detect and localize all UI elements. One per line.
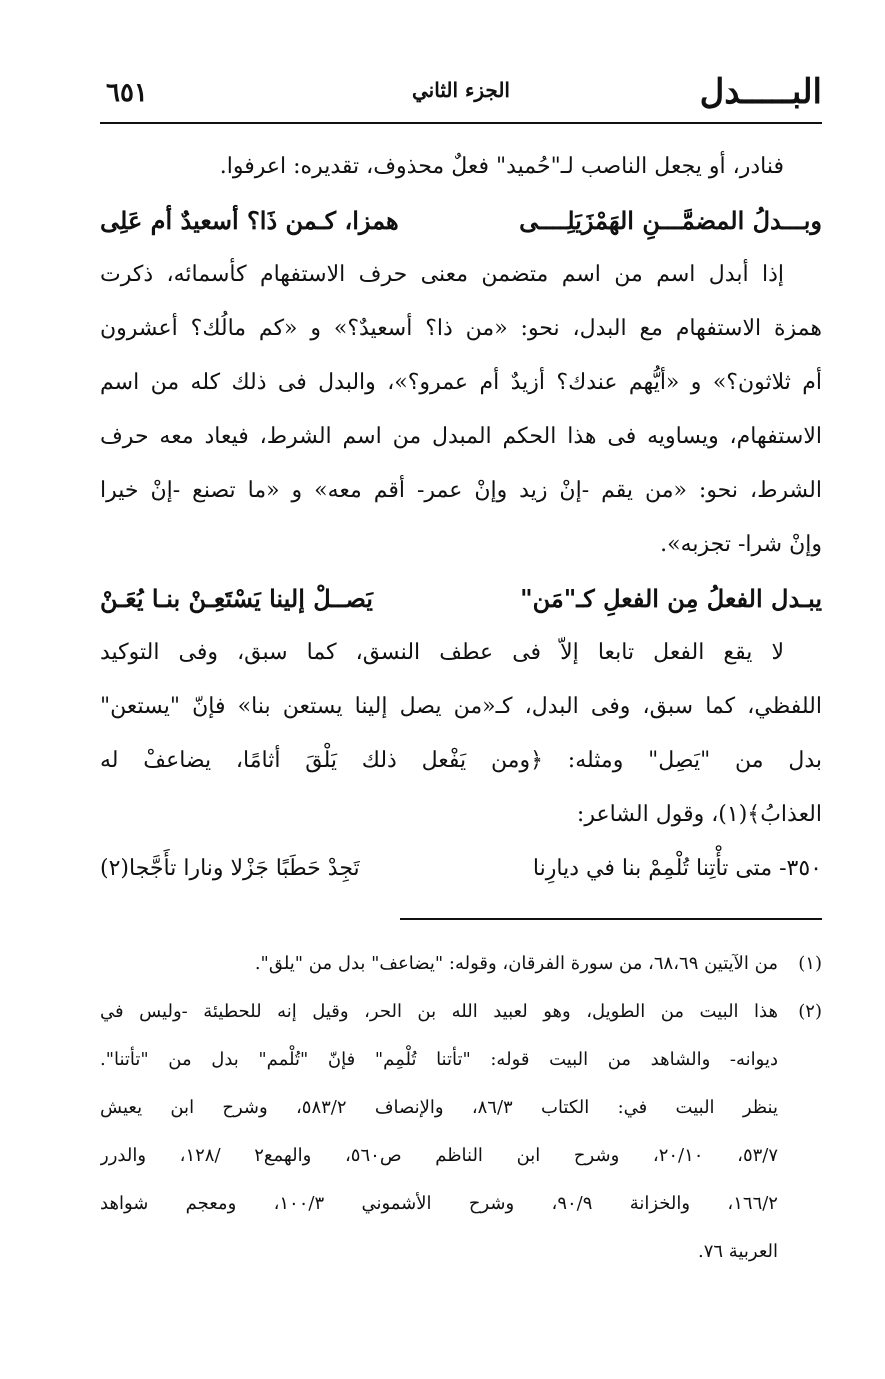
footnote-2 [100,988,822,1276]
text-line: بدل من "يَصِل" ومثله: ﴿ومن يَفْعل ذلك يَلْقَ أثامًا، يضاعفْ له [100,748,822,773]
verse-hemistich-left: همزا، كـمن ذَا؟ أسعيدٌ أم عَلِى [100,206,399,235]
text-line: الاستفهام، ويساويه فى هذا الحكم المبدل من اسم الشرط، فيعاد معه حرف [100,424,822,449]
shahid-hemistich-left: تَجِدْ حَطَبًا جَزْلا ونارا تأَجَّجا(٢) [100,856,360,881]
chapter-title: البـــــدل [699,72,822,112]
footnote-mark: (٢) [798,1001,822,1022]
text-line: همزة الاستفهام مع البدل، نحو: «من ذا؟ أسعيدٌ؟» و «كم مالُك؟ أعشرون [100,316,822,341]
text-line: فنادر، أو يجعل الناصب لـ"حُميد" فعلٌ محذوف، تقديره: اعرفوا. [219,154,784,179]
text-line: الشرط، نحو: «من يقم -إنْ زيد وإنْ عمر- أقم معه» و «ما تصنع -إنْ خيرا [100,478,822,503]
shahid-hemistich-right: متى تأْتِنا تُلْمِمْ بنا في ديارِنا [532,856,773,881]
shahid-right [533,842,822,896]
text-line: وإنْ شرا- تجزبه». [660,532,822,557]
footnote-line: العربية ٧٦. [698,1241,778,1262]
shahid-number: ٣٥٠- [779,856,822,881]
footnote-line: ١٦٦/٢، والخزانة ٩٠/٩، وشرح الأشموني ١٠٠/٣، ومعجم شواهد [100,1193,778,1214]
header-divider [100,122,822,124]
verse-hemistich-right: وبـــدلُ المضمَّـــنِ الهَمْزَيَلِــــى [519,206,822,235]
text-line: إذا أبدل اسم من اسم متضمن معنى حرف الاستفهام كأسمائه، ذكرت [100,262,784,287]
footnotes [100,940,822,1276]
footnote-mark: (١) [798,953,822,974]
footnote-1 [100,940,822,988]
footnote-line: ينظر البيت في: الكتاب ٨٦/٣، والإنصاف ٥٨٣/٢، وشرح ابن يعيش [100,1097,778,1118]
part-title: الجزء الثاني [412,78,510,102]
footnote-line: ٥٣/٧، ٢٠/١٠، وشرح ابن الناظم ص٥٦٠، والهمع٢ /١٢٨، والدرر [100,1145,778,1166]
poetic-shahid [100,842,822,896]
page-number: ٦٥١ [106,78,148,108]
footnote-line: هذا البيت من الطويل، وهو لعبيد الله بن الحر، وقيل إنه للحطيئة -وليس في [100,1001,778,1022]
footnote-line: من الآيتين ٦٨،٦٩، من سورة الفرقان، وقوله: "يضاعف" بدل من "يلق". [254,953,778,974]
verse-alfiyya-2 [100,572,822,626]
text-line: أم ثلاثون؟» و «أيُّهم عندك؟ أزيدٌ أم عمرو؟»، والبدل فى ذلك كله من اسم [100,370,822,395]
text-line: اللفظي، كما سبق، وفى البدل، كـ«من يصل إلينا يستعن بنا» فإنّ "يستعن" [100,694,822,719]
verse-alfiyya-1 [100,194,822,248]
verse-hemistich-left: يَصــلْ إلينا يَسْتَعِـنْ بنـا يُعَـنْ [100,584,373,613]
footnote-line: ديوانه- والشاهد من البيت قوله: "تأتنا تُلْمِم" فإنّ "تُلْمم" بدل من "تأتنا". [100,1049,778,1070]
verse-hemistich-right: يبـدل الفعلُ مِن الفعلِ كـ"مَن" [520,584,822,613]
footnote-divider [400,918,822,920]
text-line: لا يقع الفعل تابعا إلاّ فى عطف النسق، كما سبق، وفى التوكيد [100,640,784,665]
main-text [100,140,822,896]
page-header [100,70,822,118]
text-line: العذابُ﴾(١)، وقول الشاعر: [576,802,822,827]
